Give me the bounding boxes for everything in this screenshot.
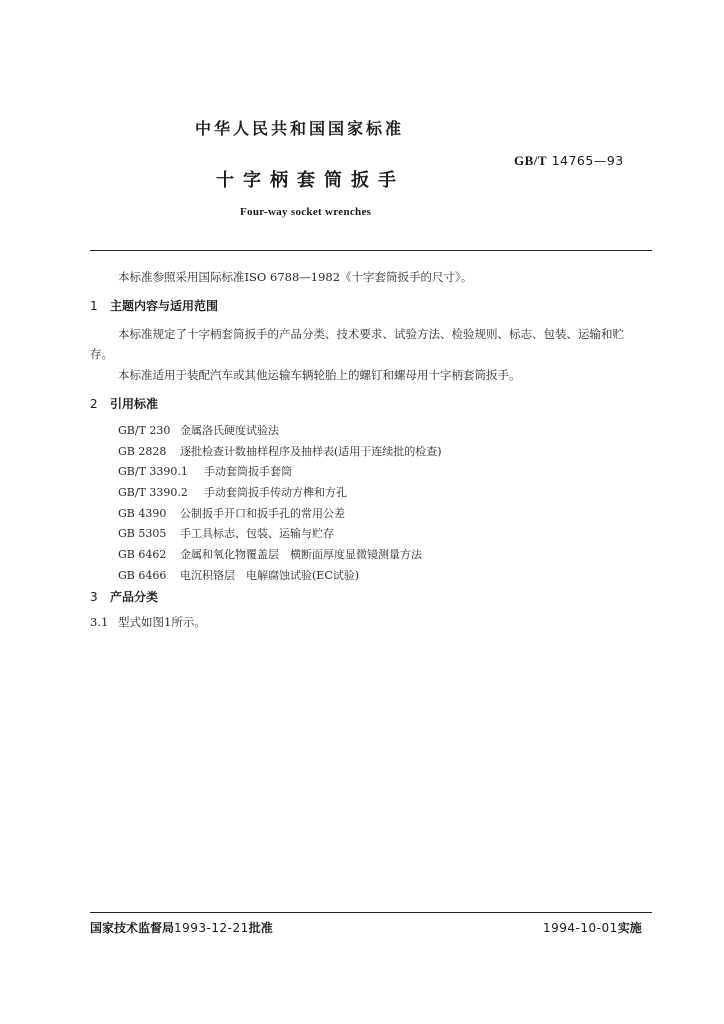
subsection-3-1 (90, 614, 206, 630)
approver-name: 国家技术监督局 (90, 921, 175, 935)
header-divider (90, 250, 652, 251)
section-3-number: 3 (90, 590, 98, 604)
reference-item (118, 421, 442, 442)
reference-list (118, 421, 442, 587)
section-2-title: 引用标准 (110, 397, 159, 411)
effective-suffix: 实施 (617, 921, 642, 935)
reference-item (118, 545, 442, 566)
document-title-cn: 十字柄套筒扳手 (216, 170, 405, 191)
reference-title: 手工具标志、包装、运输与贮存 (180, 527, 334, 541)
intro-paragraph: 本标准参照采用国际标准ISO 6788—1982《十字套筒扳手的尺寸》。 (118, 270, 473, 284)
reference-title: 电沉积铬层 电解腐蚀试验(EC试验) (180, 568, 360, 582)
approval-date: 1993-12-21 (174, 921, 249, 935)
reference-code: GB 6462 (118, 548, 167, 562)
standard-code-number: 14765—93 (551, 153, 624, 168)
reference-title: 逐批检查计数抽样程序及抽样表(适用于连续批的检查) (180, 444, 442, 458)
approval-note (90, 919, 273, 936)
section-1-paragraph-1-line-2: 存。 (90, 347, 113, 361)
section-2-heading (90, 395, 158, 412)
reference-item (118, 483, 442, 504)
reference-title: 手动套筒扳手传动方榫和方孔 (204, 486, 347, 500)
reference-item (118, 442, 442, 463)
reference-title: 公制扳手开口和扳手孔的常用公差 (180, 506, 345, 520)
reference-code: GB 4390 (118, 506, 167, 520)
reference-code: GB 5305 (118, 527, 167, 541)
reference-item (118, 566, 442, 587)
reference-code: GB/T 3390.2 (118, 486, 188, 500)
standard-code (514, 153, 624, 169)
reference-item (118, 524, 442, 545)
footer-divider (90, 912, 652, 913)
subsection-3-1-number: 3.1 (90, 615, 109, 629)
effective-note (543, 919, 642, 936)
reference-title: 金属洛氏硬度试验法 (180, 424, 279, 437)
section-1-paragraph-1-line-1: 本标准规定了十字柄套筒扳手的产品分类、技术要求、试验方法、检验规则、标志、包装、运输和贮 (118, 327, 624, 341)
effective-date: 1994-10-01 (543, 921, 618, 935)
approval-suffix: 批准 (248, 921, 273, 935)
reference-code: GB/T 230 (118, 424, 171, 437)
section-1-paragraph-2: 本标准适用于装配汽车或其他运输车辆轮胎上的螺钉和螺母用十字柄套筒扳手。 (118, 368, 521, 382)
document-title-en: Four-way socket wrenches (240, 206, 372, 218)
reference-item (118, 504, 442, 525)
standard-code-prefix: GB/T (514, 153, 548, 168)
section-3-title: 产品分类 (110, 590, 159, 604)
subsection-3-1-text: 型式如图1所示。 (118, 615, 206, 629)
national-standard-heading: 中华人民共和国国家标准 (195, 119, 405, 138)
section-2-number: 2 (90, 397, 98, 411)
reference-title: 手动套筒扳手套筒 (204, 465, 292, 479)
section-1-number: 1 (90, 299, 98, 313)
reference-item (118, 462, 442, 483)
reference-title: 金属和氧化物覆盖层 横断面厚度显微镜测量方法 (180, 548, 422, 562)
section-1-title: 主题内容与适用范围 (110, 299, 219, 313)
reference-code: GB 6466 (118, 568, 167, 582)
section-3-heading (90, 588, 158, 605)
section-1-heading (90, 297, 218, 314)
reference-code: GB 2828 (118, 444, 167, 458)
reference-code: GB/T 3390.1 (118, 465, 188, 479)
